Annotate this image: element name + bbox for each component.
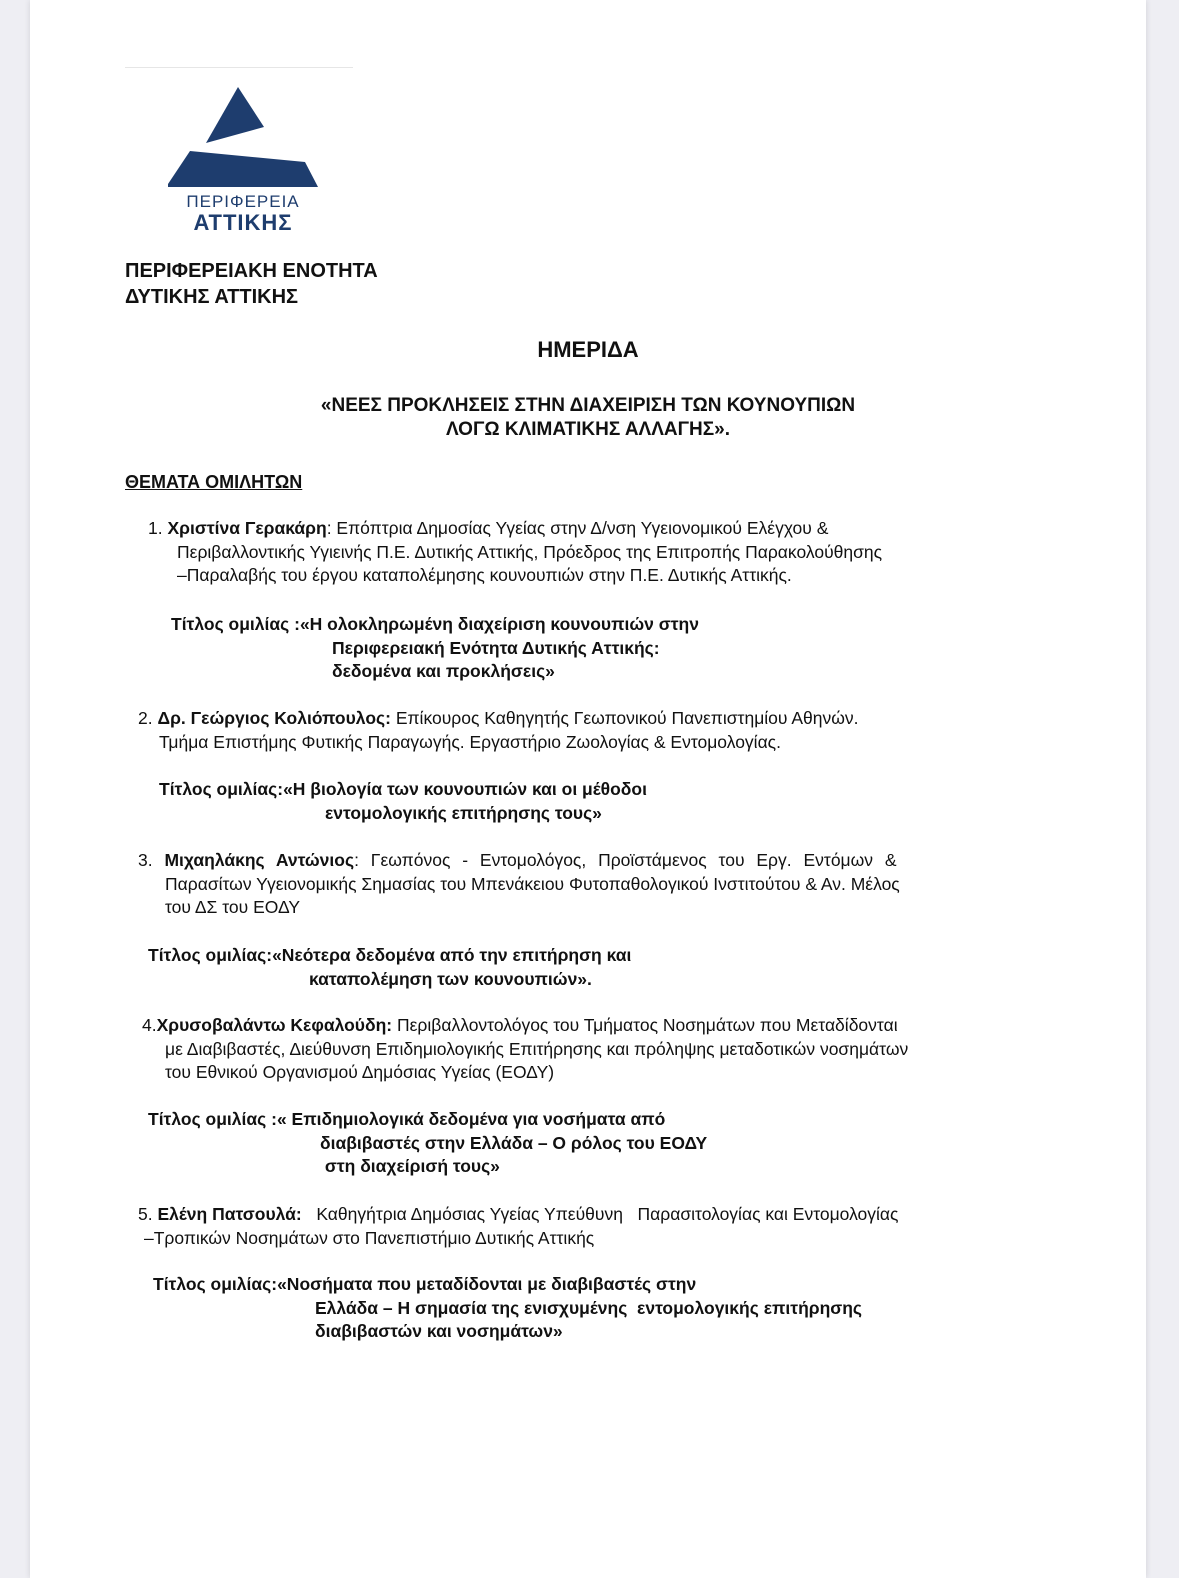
talk-title-text: διαβιβαστές στην Ελλάδα – Ο ρόλος του ΕΟΔΥ	[320, 1132, 708, 1153]
organization-line-2: ΔΥΤΙΚΗΣ ΑΤΤΙΚΗΣ	[125, 286, 299, 308]
section-heading: ΘΕΜΑΤΑ ΟΜΙΛΗΤΩΝ	[125, 472, 303, 492]
talk-title-label: Τίτλος ομιλίας :	[171, 614, 300, 634]
speaker-name: Μιχαηλάκης Αντώνιος	[164, 850, 355, 870]
speaker-name: Ελένη Πατσουλά:	[157, 1204, 302, 1224]
talk-title-text: «Νοσήματα που μεταδίδονται με διαβιβαστές στην	[277, 1274, 697, 1294]
event-title	[30, 394, 1146, 442]
talk-title	[153, 1273, 862, 1344]
speaker-description: Περιβαλλοντικής Υγιεινής Π.Ε. Δυτικής Αττικής, Πρόεδρος της Επιτροπής Παρακολούθησης	[177, 541, 883, 562]
speaker-name: Δρ. Γεώργιος Κολιόπουλος:	[157, 708, 391, 728]
speaker-item	[138, 849, 1048, 920]
talk-title	[148, 1108, 707, 1179]
speaker-item	[138, 707, 1038, 754]
talk-title-text: δεδομένα και προκλήσεις»	[332, 661, 555, 681]
talk-title-label: Τίτλος ομιλίας:	[159, 779, 284, 799]
speaker-number: 4.	[142, 1015, 157, 1035]
talk-title	[148, 944, 631, 991]
talk-title-text: «Νεότερα δεδομένα από την επιτήρηση και	[272, 945, 632, 965]
logo-text-attica: ΑΤΤΙΚΗΣ	[193, 210, 293, 235]
speaker-number: 5.	[138, 1204, 153, 1224]
speaker-item	[142, 1014, 1052, 1085]
speaker-description: –Παραλαβής του έργου καταπολέμησης κουνουπιών στην Π.Ε. Δυτικής Αττικής.	[177, 565, 792, 585]
speaker-description: Τμήμα Επιστήμης Φυτικής Παραγωγής. Εργαστήριο Ζωολογίας & Εντομολογίας.	[159, 731, 781, 752]
document-page	[30, 0, 1146, 1578]
talk-title-text: Ελλάδα – Η σημασία της ενισχυμένης εντομολογικής επιτήρησης	[315, 1297, 863, 1318]
event-type-heading: ΗΜΕΡΙΔΑ	[537, 337, 639, 362]
talk-title-text: «Η ολοκληρωμένη διαχείριση κουνουπιών στην	[299, 614, 699, 634]
speaker-description: Περιβαλλοντολόγος του Τμήματος Νοσημάτων που Μεταδίδονται	[392, 1015, 898, 1035]
logo-text-region: ΠΕΡΙΦΕΡΕΙΑ	[186, 192, 300, 211]
talk-title-label: Τίτλος ομιλίας:	[148, 945, 273, 965]
speaker-description: Επίκουρος Καθηγητής Γεωπονικού Πανεπιστημίου Αθηνών.	[390, 708, 859, 728]
header-rule	[125, 67, 353, 68]
talk-title-text: στη διαχείρισή τους»	[320, 1156, 500, 1176]
speaker-description: –Τροπικών Νοσημάτων στο Πανεπιστήμιο Δυτικής Αττικής	[144, 1227, 595, 1248]
talk-title-text: Περιφερειακή Ενότητα Δυτικής Αττικής:	[332, 637, 660, 658]
speaker-number: 2.	[138, 708, 153, 728]
speaker-description: του Εθνικού Οργανισμού Δημόσιας Υγείας (ΕΟΔΥ)	[165, 1062, 555, 1082]
speaker-description: με Διαβιβαστές, Διεύθυνση Επιδημιολογικής Επιτήρησης και πρόληψης μεταδοτικών νοσημάτων	[165, 1038, 909, 1059]
speaker-description: Καθηγήτρια Δημόσιας Υγείας Υπεύθυνη Παρασιτολογίας και Εντομολογίας	[301, 1204, 899, 1224]
talk-title-label: Τίτλος ομιλίας:	[153, 1274, 278, 1294]
talk-title-text: εντομολογικής επιτήρησης τους»	[325, 802, 602, 823]
speaker-description: Παρασίτων Υγειονομικής Σημασίας του Μπενάκειου Φυτοπαθολογικού Ινστιτούτου & Αν. Μέλος	[165, 873, 900, 894]
speaker-description: : Γεωπόνος - Εντομολόγος, Προϊστάμενος του Εργ. Εντόμων &	[354, 850, 897, 870]
speaker-name: Χρυσοβαλάντω Κεφαλούδη:	[156, 1015, 393, 1035]
talk-title-text: « Επιδημιολογικά δεδομένα για νοσήματα από	[276, 1109, 666, 1129]
speaker-number: 1.	[148, 518, 163, 538]
speaker-description: : Επόπτρια Δημοσίας Υγείας στην Δ/νση Υγειονομικού Ελέγχου &	[326, 518, 829, 538]
talk-title-text: «Η βιολογία των κουνουπιών και οι μέθοδοι	[283, 779, 647, 799]
logo-triangle-icon	[168, 85, 318, 195]
speaker-number: 3.	[138, 850, 153, 870]
event-title-line-2: ΛΟΓΩ ΚΛΙΜΑΤΙΚΗΣ ΑΛΛΑΓΗΣ».	[446, 419, 730, 440]
talk-title-text: διαβιβαστών και νοσημάτων»	[315, 1321, 563, 1341]
speaker-name: Χριστίνα Γερακάρη	[167, 518, 327, 538]
organization-line-1: ΠΕΡΙΦΕΡΕΙΑΚΗ ΕΝΟΤΗΤΑ	[125, 260, 378, 282]
talk-title	[159, 778, 647, 825]
organization-name	[125, 258, 378, 310]
talk-title-label: Τίτλος ομιλίας :	[148, 1109, 277, 1129]
speaker-item	[138, 1203, 1058, 1250]
talk-title	[171, 613, 699, 684]
speaker-description: του ΔΣ του ΕΟΔΥ	[165, 897, 301, 917]
region-of-attica-logo	[168, 85, 318, 235]
event-title-line-1: «ΝΕΕΣ ΠΡΟΚΛΗΣΕΙΣ ΣΤΗΝ ΔΙΑΧΕΙΡΙΣΗ ΤΩΝ ΚΟΥΝΟΥΠΙΩΝ	[320, 395, 856, 416]
speaker-item	[148, 517, 1020, 588]
talk-title-text: καταπολέμηση των κουνουπιών».	[309, 968, 592, 989]
